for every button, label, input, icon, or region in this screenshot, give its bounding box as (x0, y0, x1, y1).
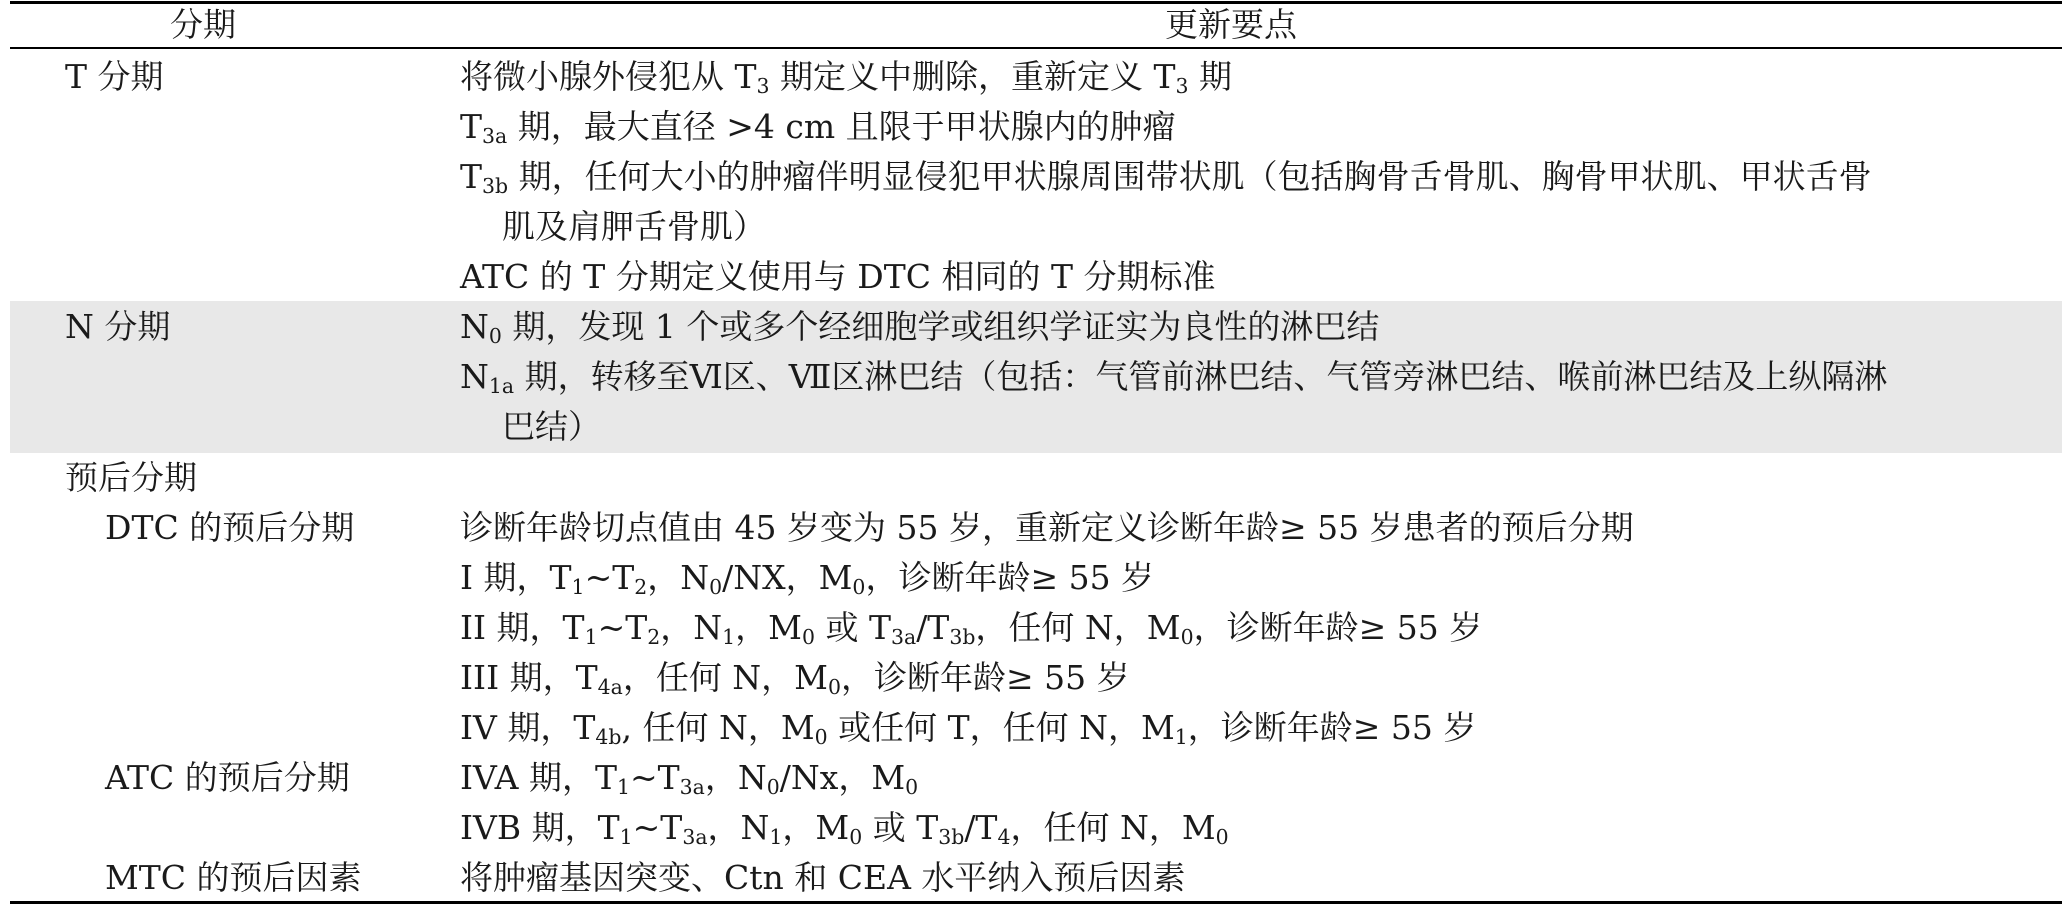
dtc-prognostic-line: IV 期，$T_{4b}$, 任何 N，$M_0$ 或任何 T，任何 N，$M_1$，诊断年龄≥ 55 岁 (460, 708, 1477, 750)
row-label-prognostic-staging: 预后分期 (65, 458, 197, 497)
t-stage-line: $T_{3b}$ 期，任何大小的肿瘤伴明显侵犯甲状腺周围带状肌（包括胸骨舌骨肌、胸骨甲状肌、甲状舌骨 (460, 157, 1872, 199)
n-stage-line: 巴结） (502, 407, 601, 446)
subscript: 3a (682, 825, 708, 850)
row-label-t-stage: T 分期 (65, 57, 164, 96)
subscript: 3a (482, 124, 508, 149)
staging-update-table (10, 0, 2062, 907)
subscript: 3b (949, 625, 976, 650)
subscript: 1 (1174, 725, 1188, 750)
subscript: 3b (482, 174, 509, 199)
subscript: 0 (827, 675, 841, 700)
subscript: 0 (1180, 625, 1194, 650)
subscript: 1 (571, 575, 585, 600)
subscript: 1 (584, 625, 598, 650)
subscript: 0 (905, 775, 919, 800)
dtc-prognostic-line: III 期，$T_{4a}$，任何 N，$M_0$，诊断年龄≥ 55 岁 (460, 658, 1130, 700)
row-label-atc-prognostic: ATC 的预后分期 (105, 758, 350, 797)
subscript: 3a (890, 625, 917, 650)
subscript: 0 (801, 625, 815, 650)
mtc-factors-line: 将肿瘤基因突变、Ctn 和 CEA 水平纳入预后因素 (460, 858, 1186, 897)
n-stage-line: $N_{1a}$ 期，转移至Ⅵ区、Ⅶ区淋巴结（包括：气管前淋巴结、气管旁淋巴结、喉前淋巴结及上纵隔淋 (460, 357, 1888, 399)
atc-prognostic-line: IVB 期，$T_1\sim T_{3a}$，$N_1$，$M_0$ 或 $T_{3b}/T_4$，任何 N，$M_0$ (460, 808, 1229, 850)
subscript: 0 (709, 575, 723, 600)
subscript: 1 (619, 825, 633, 850)
header-stage: 分期 (170, 5, 236, 44)
subscript: 0 (814, 725, 828, 750)
dtc-prognostic-line: II 期，$T_1\sim T_2$，$N_1$，$M_0$ 或 $T_{3a}/T_{3b}$，任何 N，$M_0$，诊断年龄≥ 55 岁 (460, 608, 1483, 650)
dtc-prognostic-line: 诊断年龄切点值由 45 岁变为 55 岁，重新定义诊断年龄≥ 55 岁患者的预后分期 (460, 508, 1634, 547)
subscript: 3b (938, 825, 965, 850)
n-stage-line: $N_0$ 期，发现 1 个或多个经细胞学或组织学证实为良性的淋巴结 (460, 307, 1380, 349)
t-stage-line: $T_{3a}$ 期，最大直径 >4 cm 且限于甲状腺内的肿瘤 (460, 107, 1176, 149)
subscript: 0 (488, 324, 502, 349)
subscript: 2 (634, 575, 648, 600)
subscript: 1 (616, 775, 630, 800)
subscript: 1 (722, 625, 736, 650)
row-label-dtc-prognostic: DTC 的预后分期 (105, 508, 355, 547)
row-label-n-stage: N 分期 (65, 307, 171, 346)
t-stage-line: 肌及肩胛舌骨肌） (502, 207, 766, 246)
subscript: 1 (769, 825, 783, 850)
t-stage-line: 将微小腺外侵犯从 $T_3$ 期定义中删除，重新定义 $T_3$ 期 (460, 57, 1233, 99)
subscript: 4 (997, 825, 1011, 850)
subscript: 0 (766, 775, 780, 800)
subscript: 0 (852, 575, 866, 600)
bottom-rule (10, 901, 2062, 904)
top-rule (10, 1, 2062, 4)
subscript: 3 (1175, 74, 1189, 99)
row-label-mtc-factors: MTC 的预后因素 (105, 858, 362, 897)
subscript: 1a (488, 374, 515, 399)
subscript: 4a (597, 675, 623, 700)
header-points: 更新要点 (1165, 5, 1297, 44)
subscript: 2 (647, 625, 661, 650)
subscript: 3 (756, 74, 770, 99)
t-stage-line: ATC 的 T 分期定义使用与 DTC 相同的 T 分期标准 (460, 257, 1216, 296)
header-rule (10, 47, 2062, 49)
subscript: 0 (849, 825, 863, 850)
subscript: 0 (1215, 825, 1229, 850)
atc-prognostic-line: IVA 期，$T_1\sim T_{3a}$，$N_0/Nx$，$M_0$ (460, 758, 919, 800)
subscript: 4b (595, 725, 622, 750)
dtc-prognostic-line: I 期，$T_1\sim T_2$，$N_0/NX$，$M_0$，诊断年龄≥ 55 岁 (460, 558, 1155, 600)
subscript: 3a (679, 775, 705, 800)
